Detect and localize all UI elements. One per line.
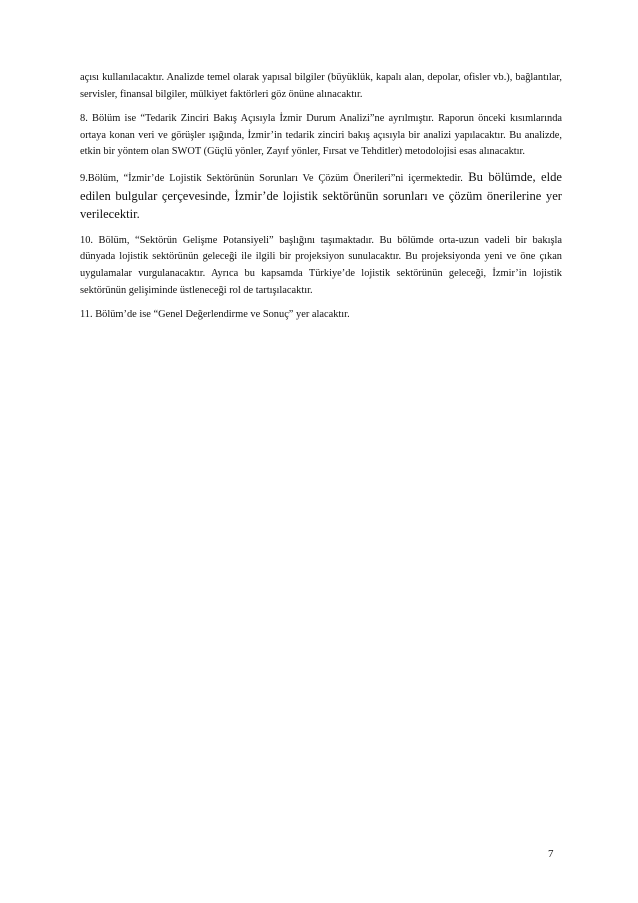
paragraph-section-10 <box>80 233 562 299</box>
paragraph-text: açısı kullanılacaktır. Analizde temel olarak yapısal bilgiler (büyüklük, kapalı alan, depolar, ofisler vb.), bağlantılar, servisler, finansal bilgiler, mülkiyet faktörleri göz önüne alınacaktır. <box>80 72 562 100</box>
paragraph-section-8 <box>80 111 562 161</box>
paragraph-text: 8. Bölüm ise “Tedarik Zinciri Bakış Açısıyla İzmir Durum Analizi”ne ayrılmıştır. Raporun önceki kısımlarında ortaya konan veri ve görüşler ışığında, İzmir’in tedarik zinciri bakış açısıyla bir analizi yapılacaktır. Bu analizde, etkin bir yöntem olan SWOT (Güçlü yönler, Zayıf yönler, Fırsat ve Tehditler) metodolojisi esas alınacaktır. <box>80 113 562 158</box>
paragraph-text: 10. Bölüm, “Sektörün Gelişme Potansiyeli” başlığını taşımaktadır. Bu bölümde orta-uzun vadeli bir bakışla dünyada lojistik sektörünün geleceği ile ilgili bir projeksiyon sunulacaktır. Bu projeksiyonda yeni ve öne çıkan uygulamalar vurgulanacaktır. Ayrıca bu kapsamda Türkiye’de lojistik sektörünün geleceği, İzmir’in lojistik sektörünün gelişiminde üstleneceği rol de tartışılacaktır. <box>80 234 562 296</box>
paragraph-section-11 <box>80 307 562 324</box>
paragraph-text: 11. Bölüm’de ise “Genel Değerlendirme ve Sonuç” yer alacaktır. <box>80 309 350 321</box>
page-number: 7 <box>548 848 554 860</box>
paragraph-text: 9.Bölüm, “İzmir’de Lojistik Sektörünün Sorunları Ve Çözüm Önerileri”ni içermektedir. <box>80 172 463 184</box>
paragraph-text-large: Bu bölümde, elde edilen bulgular çerçevesinde, İzmir’de lojistik sektörünün sorunları ve çözüm önerilerine yer verilecektir. <box>80 169 562 222</box>
paragraph-analysis-intro <box>80 70 562 103</box>
paragraph-section-9 <box>80 169 562 225</box>
document-body <box>80 70 562 332</box>
